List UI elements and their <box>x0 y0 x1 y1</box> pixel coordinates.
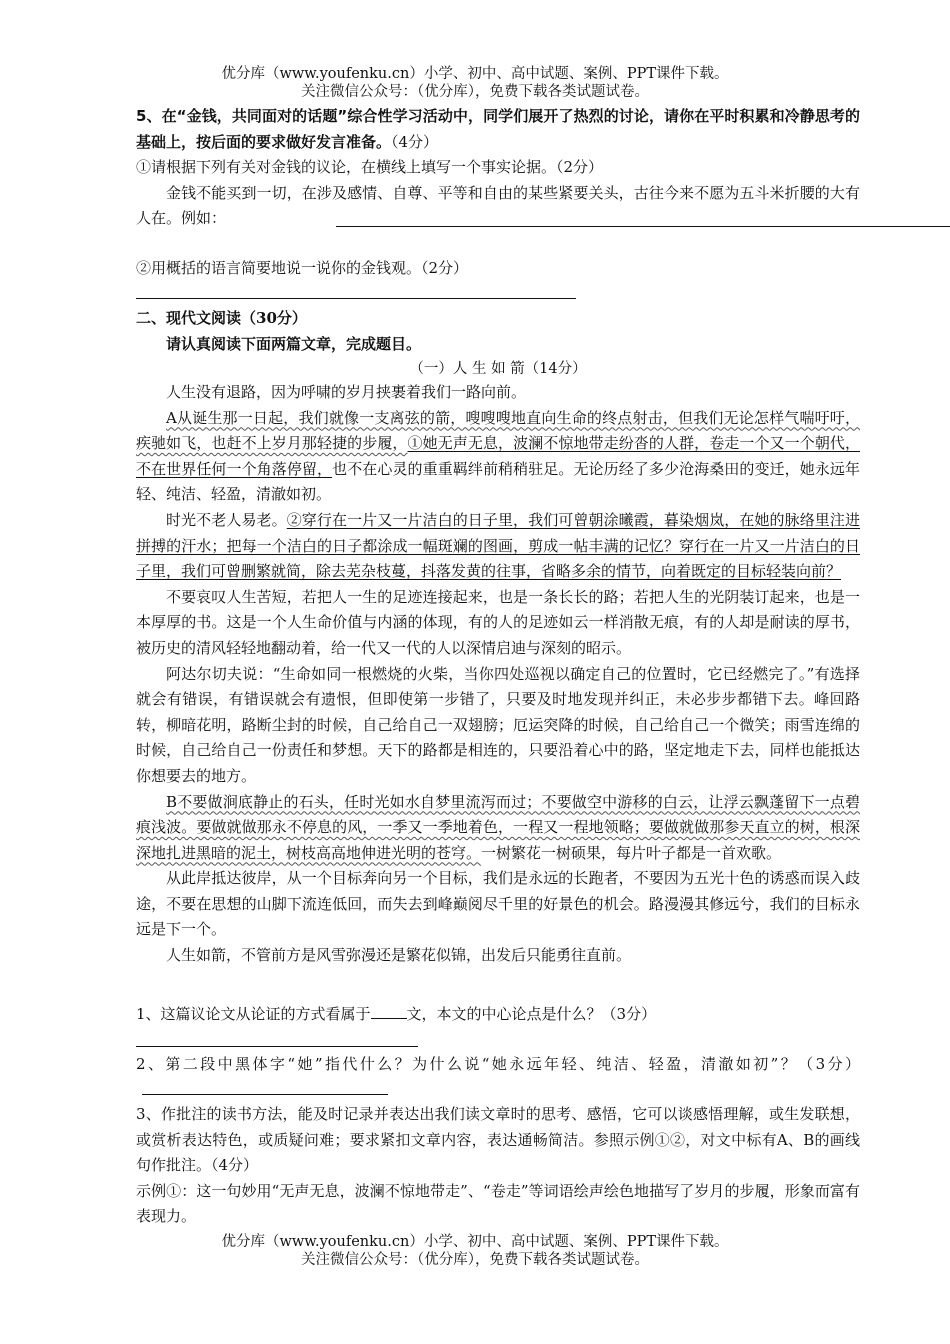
header-line-2: 关注微信公众号：（优分库），免费下载各类试题试卷。 <box>301 84 649 100</box>
article-paragraph-7: 从此岸抵达彼岸，从一个目标奔向另一个目标，我们是永远的长跑者，不要因为五光十色的诱惑而误入歧途，不要在思想的山脚下流连低回，而失去到峰巅阅尽千里的好景色的机会。路漫漫其修远兮，我们的目标永远是下一个。 <box>136 869 860 939</box>
article-paragraph-2 <box>136 406 860 508</box>
question-3 <box>136 1102 860 1230</box>
example-sentence-2: ②穿行在一片又一片洁白的日子里，我们可曾朝涂曦霞，暮染烟岚，在她的脉络里注进拼搏的汗水；把每一个洁白的日子都涂成一幅斑斓的图画，剪成一帖丰满的记忆？穿行在一片又一片洁白的日子里，我们可曾删繁就简，除去芜杂枝蔓，抖落发黄的往事，省略多余的情节，向着既定的目标轻装向前？ <box>136 510 860 581</box>
footer-line-2: 关注微信公众号：（优分库），免费下载各类试题试卷。 <box>301 1252 649 1268</box>
answer-line-5-1[interactable] <box>336 226 950 227</box>
question-5-block <box>136 104 860 232</box>
answer-line-5-2[interactable] <box>136 298 576 299</box>
article-paragraph-3-head: 时光不老人易老。 <box>166 510 287 529</box>
question-3-text: 3、作批注的读书方法，能及时记录并表达出我们读文章时的思考、感悟，它可以谈感悟理解，或生发联想，或赏析表达特色，或质疑问难；要求紧扣文章内容，表达通畅简洁。参照示例①②，对文中标有A、B的画线句作批注。（4分） <box>136 1105 860 1175</box>
question-5-sub1-text <box>136 181 860 232</box>
question-2-blank[interactable] <box>142 1080 388 1095</box>
section-2-title: 二、现代文阅读（30分） <box>136 309 307 327</box>
article-paragraph-1: 人生没有退路，因为呼啸的岁月挟裹着我们一路向前。 <box>166 383 527 401</box>
annotated-sentence-b: B不要做涧底静止的石头，任时光如水自梦里流泻而过；不要做空中游移的白云，让浮云飘蓬留下一点碧痕浅波。要做就做那永不停息的风，一季又一季地着色，一程又一程地领略；要做就做那参天直立的树，根深深地扎进黑暗的泥土，树枝高高地伸进光明的苍穹。 <box>136 792 860 862</box>
question-5-score: （4分） <box>391 132 439 151</box>
footer-line-1: 优分库（www.youfenku.cn）小学、初中、高中试题、案例、PPT课件下载。 <box>221 1234 729 1250</box>
article-paragraph-6 <box>136 790 860 867</box>
annotated-sentence-a: A从诞生那一日起，我们就像一支离弦的箭，嗖嗖嗖地直向生命的终点射击，但我们无论怎样气喘吁吁，疾驰如飞，也赶不上岁月那轻捷的步履， <box>136 408 860 453</box>
example-sentence-1: ①她无声无息，波澜不惊地带走纷沓的人群，卷走一个又一个朝代，不在世界任何一个角落停留， <box>136 434 860 478</box>
question-5-prompt: 5、在“金钱，共同面对的话题”综合性学习活动中，同学们展开了热烈的讨论，请你在平时积累和冷静思考的基础上，按后面的要求做好发言准备。 <box>136 107 860 151</box>
question-1-blank[interactable] <box>371 1004 407 1019</box>
question-5-title <box>136 104 860 155</box>
article-body <box>136 380 860 969</box>
question-1-text <box>136 1002 860 1028</box>
question-1-prompt-end: 文，本文的中心论点是什么？（3分） <box>406 1005 657 1023</box>
question-5-sub1-statement: 金钱不能买到一切，在涉及感情、自尊、平等和自由的某些紧要关头，古往今来不愿为五斗米折腰的大有人在。例如： <box>136 183 860 228</box>
article-paragraph-2-tail: 也不在心灵的重重羁绊前稍稍驻足。无论历经了多少沧海桑田的变迁，她永远年轻、纯洁、轻盈，清澈如初。 <box>136 459 860 504</box>
article-paragraph-4: 不要哀叹人生苦短，若把人一生的足迹连接起来，也是一条长长的路；若把人生的光阴装订起来，也是一本厚厚的书。这是一个人生命价值与内涵的体现，有的人的足迹如云一样消散无痕，有的人却是耐读的厚书，被历史的清风轻轻地翻动着，给一代又一代的人以深情启迪与深刻的昭示。 <box>136 587 860 657</box>
section-2-block <box>136 306 860 381</box>
question-1-prompt: 1、这篇议论文从论证的方式看属于 <box>136 1005 371 1023</box>
article-paragraph-6-tail: 一树繁花一树硕果，每片叶子都是一首欢歌。 <box>481 843 782 862</box>
question-5-sub2: ②用概括的语言简要地说一说你的金钱观。（2分） <box>136 259 469 277</box>
question-2 <box>136 1052 860 1103</box>
section-2-instruction: 请认真阅读下面两篇文章，完成题目。 <box>166 334 422 353</box>
question-2-prompt: 2、第二段中黑体字“她”指代什么？为什么说“她永远年轻、纯洁、轻盈，清澈如初”？（3分） <box>136 1055 860 1073</box>
article-paragraph-3 <box>136 508 860 585</box>
question-2-text <box>136 1052 860 1103</box>
example-1-text: 示例①：这一句妙用“无声无息，波澜不惊地带走”、“卷走”等词语绘声绘色地描写了岁月的步履，形象而富有表现力。 <box>136 1181 860 1226</box>
question-5-sub2-block <box>136 256 860 282</box>
article-paragraph-8: 人生如箭，不管前方是风雪弥漫还是繁花似锦，出发后只能勇往直前。 <box>166 946 632 965</box>
article-title: （一）人 生 如 箭（14分） <box>409 361 587 378</box>
header-line-1: 优分库（www.youfenku.cn）小学、初中、高中试题、案例、PPT课件下载。 <box>221 66 729 82</box>
answer-line-q1[interactable] <box>136 1046 418 1047</box>
question-5-sub1: ①请根据下列有关对金钱的议论，在横线上填写一个事实论据。（2分） <box>136 158 604 177</box>
article-paragraph-5: 阿达尔切夫说：“生命如同一根燃烧的火柴，当你四处巡视以确定自己的位置时，它已经燃完了。”有选择就会有错误，有错误就会有遗恨，但即使第一步错了，只要及时地发现并纠正，未必步步都错下去。峰回路转，柳暗花明，路断尘封的时候，自己给自己一双翅膀；厄运突降的时候，自己给自己一个微笑；雨雪连绵的时候，自己给自己一份责任和梦想。天下的路都是相连的，只要沿着心中的路，坚定地走下去，同样也能抵达你想要去的地方。 <box>136 664 860 785</box>
question-1 <box>136 1002 860 1028</box>
